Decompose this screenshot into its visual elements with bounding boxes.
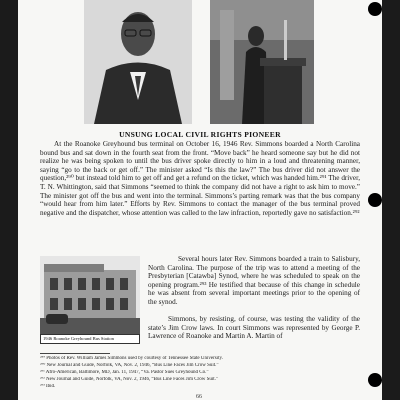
footnote-293: ²⁹³ Ibid. [40, 384, 56, 389]
paragraph-3: Simmons, by resisting, of course, was testing the validity of the state’s Jim Crow laws. In court Simmons was represented by George P. Lawrence of Roanoke and Martin A. Martin of [148, 315, 360, 341]
portrait-photo [84, 0, 192, 124]
binder-hole-middle [368, 193, 382, 207]
footnote-291: ²⁹¹ Afro-American, Baltimore, MD, Jan. 11, 1947, “Va. Pastor Sues Greyhound Co.” [40, 370, 209, 375]
page-number: 66 [196, 394, 202, 400]
footnote-289: ²⁸⁹ Photos of Rev. William James Simmons used by courtesy of Tennessee State University. [40, 356, 223, 361]
footnote-292: ²⁹² New Journal and Guide, Norfolk, VA, Nov. 2, 1946, “Bus Line Faces Jim Crow Suit.” [40, 377, 219, 382]
binder-hole-bottom [368, 373, 382, 387]
photo-caption: 1946 Roanoke Greyhound Bus Station [40, 334, 140, 344]
footnote-divider [40, 353, 110, 354]
document-page [18, 0, 382, 400]
pulpit-photo [210, 0, 314, 124]
footnote-290: ²⁹⁰ New Journal and Guide, Norfolk, VA, Nov. 2, 1946, “Bus Line Faces Jim Crow Suit.” [40, 363, 219, 368]
binder-hole-top [368, 2, 382, 16]
paragraph-1: At the Roanoke Greyhound bus terminal on October 16, 1946 Rev. Simmons boarded a North Carolina bound bus and sat down in the fourth seat from the front. “Move back” he heard someone say but he did not realize he was being spoken to until the bus driver spoke directly to him in a loud and threatening manner, saying “go to the back or get off.” The minister asked “Is this the law?” The bus driver did not answer the question,²⁹⁰ but instead told him to get off and get a refund on the ticket, which was handed him.²⁹¹ The driver, T. N. Whittington, said that Simmons “seemed to think the company did not have a right to ask him to move.” The minister got off the bus and went into the terminal. Simmons’s parting remark was that the bus company “would hear from him later.” Efforts by Rev. Simmons to contact the manager of the bus terminal proved negative and the dispatcher, whose attention was called to the law infraction, reportedly gave no satisfaction.²⁹² [40, 140, 360, 217]
bus-station-photo [40, 256, 140, 334]
paragraph-2: Several hours later Rev. Simmons boarded a train to Salisbury, North Carolina. The purpose of the trip was to attend a meeting of the Presbyterian [Catawba] Synod, where he was scheduled to speak on the opening program.²⁹³ He testified that because of this change in schedule he was absent from several important meetings prior to the opening of the synod. [148, 255, 360, 306]
article-heading: UNSUNG LOCAL CIVIL RIGHTS PIONEER [119, 130, 281, 139]
